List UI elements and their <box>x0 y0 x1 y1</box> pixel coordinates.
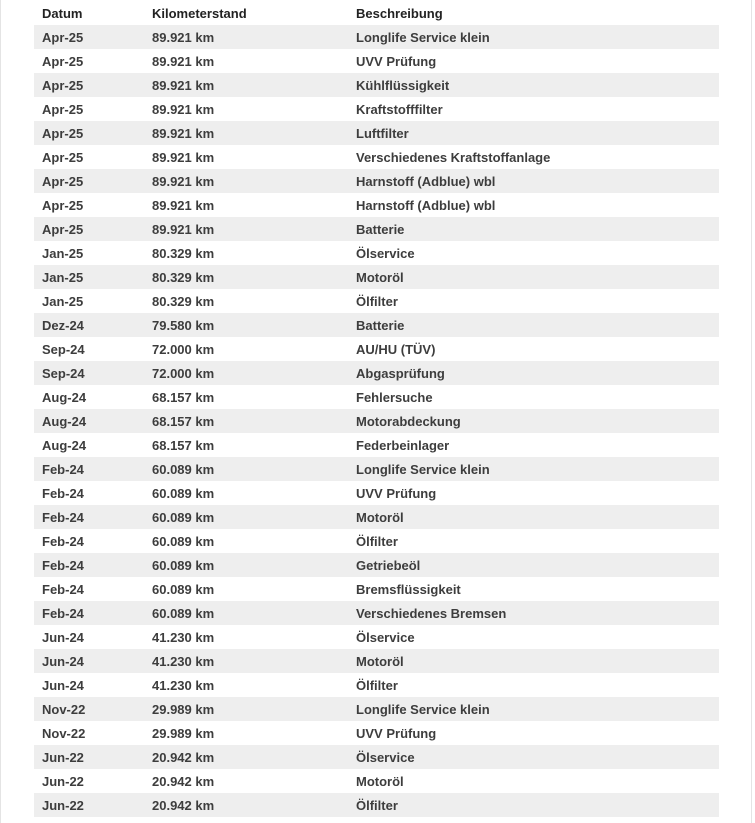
cell-beschreibung: Getriebeöl <box>348 553 719 577</box>
cell-datum: Feb-24 <box>34 601 144 625</box>
table-row <box>34 745 719 769</box>
cell-datum: Feb-24 <box>34 481 144 505</box>
cell-kilometerstand: 89.921 km <box>144 121 348 145</box>
cell-datum: Nov-22 <box>34 697 144 721</box>
cell-datum: Aug-24 <box>34 409 144 433</box>
table-row <box>34 625 719 649</box>
table-row <box>34 385 719 409</box>
table-row <box>34 673 719 697</box>
table-row <box>34 145 719 169</box>
cell-datum: Feb-24 <box>34 577 144 601</box>
cell-kilometerstand: 89.921 km <box>144 25 348 49</box>
table-row <box>34 721 719 745</box>
cell-datum: Nov-22 <box>34 721 144 745</box>
cell-beschreibung: Ölfilter <box>348 793 719 817</box>
table-row <box>34 649 719 673</box>
cell-datum: Jun-22 <box>34 769 144 793</box>
cell-beschreibung: Luftfilter <box>348 121 719 145</box>
cell-kilometerstand: 20.942 km <box>144 769 348 793</box>
cell-datum: Feb-24 <box>34 457 144 481</box>
cell-kilometerstand: 89.921 km <box>144 73 348 97</box>
cell-kilometerstand: 80.329 km <box>144 289 348 313</box>
cell-datum: Sep-24 <box>34 337 144 361</box>
cell-beschreibung: Kraftstofffilter <box>348 97 719 121</box>
cell-beschreibung: Federbeinlager <box>348 433 719 457</box>
table-row <box>34 505 719 529</box>
cell-beschreibung: Longlife Service klein <box>348 25 719 49</box>
table-row <box>34 49 719 73</box>
table-row <box>34 337 719 361</box>
cell-datum: Aug-24 <box>34 385 144 409</box>
header-kilometerstand: Kilometerstand <box>152 5 247 21</box>
cell-beschreibung: Ölservice <box>348 625 719 649</box>
cell-kilometerstand: 80.329 km <box>144 241 348 265</box>
cell-beschreibung: Motorabdeckung <box>348 409 719 433</box>
cell-beschreibung: Abgasprüfung <box>348 361 719 385</box>
cell-beschreibung: Ölfilter <box>348 289 719 313</box>
cell-datum: Apr-25 <box>34 121 144 145</box>
cell-beschreibung: UVV Prüfung <box>348 481 719 505</box>
cell-beschreibung: Ölfilter <box>348 673 719 697</box>
cell-kilometerstand: 60.089 km <box>144 601 348 625</box>
cell-datum: Feb-24 <box>34 529 144 553</box>
cell-datum: Jan-25 <box>34 241 144 265</box>
cell-kilometerstand: 89.921 km <box>144 193 348 217</box>
table-row <box>34 313 719 337</box>
cell-datum: Jun-24 <box>34 625 144 649</box>
header-beschreibung: Beschreibung <box>356 5 443 21</box>
cell-beschreibung: Motoröl <box>348 505 719 529</box>
cell-beschreibung: UVV Prüfung <box>348 721 719 745</box>
cell-datum: Jun-24 <box>34 673 144 697</box>
cell-datum: Apr-25 <box>34 49 144 73</box>
cell-kilometerstand: 60.089 km <box>144 577 348 601</box>
cell-beschreibung: Motoröl <box>348 769 719 793</box>
cell-datum: Sep-24 <box>34 361 144 385</box>
cell-kilometerstand: 20.942 km <box>144 745 348 769</box>
cell-beschreibung: AU/HU (TÜV) <box>348 337 719 361</box>
cell-kilometerstand: 68.157 km <box>144 409 348 433</box>
table-row <box>34 193 719 217</box>
cell-kilometerstand: 29.989 km <box>144 721 348 745</box>
table-row <box>34 97 719 121</box>
service-history-table <box>34 1 719 817</box>
table-row <box>34 409 719 433</box>
table-row <box>34 217 719 241</box>
cell-kilometerstand: 89.921 km <box>144 217 348 241</box>
cell-datum: Jun-24 <box>34 649 144 673</box>
cell-beschreibung: Longlife Service klein <box>348 457 719 481</box>
table-row <box>34 793 719 817</box>
cell-beschreibung: Verschiedenes Bremsen <box>348 601 719 625</box>
cell-kilometerstand: 60.089 km <box>144 481 348 505</box>
table-row <box>34 265 719 289</box>
cell-kilometerstand: 60.089 km <box>144 529 348 553</box>
table-row <box>34 769 719 793</box>
cell-beschreibung: Fehlersuche <box>348 385 719 409</box>
cell-datum: Feb-24 <box>34 553 144 577</box>
cell-datum: Aug-24 <box>34 433 144 457</box>
cell-beschreibung: Kühlflüssigkeit <box>348 73 719 97</box>
cell-datum: Jan-25 <box>34 265 144 289</box>
table-row <box>34 433 719 457</box>
cell-kilometerstand: 79.580 km <box>144 313 348 337</box>
cell-kilometerstand: 89.921 km <box>144 169 348 193</box>
table-row <box>34 697 719 721</box>
cell-datum: Jun-22 <box>34 793 144 817</box>
table-row <box>34 577 719 601</box>
cell-kilometerstand: 89.921 km <box>144 97 348 121</box>
cell-kilometerstand: 68.157 km <box>144 433 348 457</box>
table-row <box>34 73 719 97</box>
cell-beschreibung: Verschiedenes Kraftstoffanlage <box>348 145 719 169</box>
header-datum: Datum <box>42 5 83 21</box>
table-row <box>34 361 719 385</box>
cell-kilometerstand: 80.329 km <box>144 265 348 289</box>
table-row <box>34 457 719 481</box>
cell-datum: Apr-25 <box>34 145 144 169</box>
cell-beschreibung: Harnstoff (Adblue) wbl <box>348 169 719 193</box>
table-row <box>34 241 719 265</box>
cell-datum: Feb-24 <box>34 505 144 529</box>
cell-beschreibung: Ölservice <box>348 745 719 769</box>
cell-kilometerstand: 29.989 km <box>144 697 348 721</box>
table-row <box>34 601 719 625</box>
cell-beschreibung: Ölservice <box>348 241 719 265</box>
cell-beschreibung: Ölfilter <box>348 529 719 553</box>
cell-beschreibung: Batterie <box>348 217 719 241</box>
cell-datum: Apr-25 <box>34 25 144 49</box>
cell-kilometerstand: 60.089 km <box>144 553 348 577</box>
table-row <box>34 169 719 193</box>
cell-datum: Apr-25 <box>34 169 144 193</box>
cell-kilometerstand: 41.230 km <box>144 673 348 697</box>
cell-datum: Apr-25 <box>34 73 144 97</box>
table-row <box>34 481 719 505</box>
cell-beschreibung: UVV Prüfung <box>348 49 719 73</box>
table-row <box>34 529 719 553</box>
cell-datum: Apr-25 <box>34 193 144 217</box>
cell-datum: Apr-25 <box>34 217 144 241</box>
cell-kilometerstand: 72.000 km <box>144 337 348 361</box>
cell-beschreibung: Longlife Service klein <box>348 697 719 721</box>
table-row <box>34 553 719 577</box>
table-row <box>34 25 719 49</box>
cell-kilometerstand: 89.921 km <box>144 49 348 73</box>
cell-datum: Jun-22 <box>34 745 144 769</box>
cell-kilometerstand: 60.089 km <box>144 457 348 481</box>
table-row <box>34 289 719 313</box>
cell-datum: Apr-25 <box>34 97 144 121</box>
table-header-row <box>34 1 719 25</box>
cell-kilometerstand: 20.942 km <box>144 793 348 817</box>
cell-beschreibung: Bremsflüssigkeit <box>348 577 719 601</box>
cell-beschreibung: Motoröl <box>348 265 719 289</box>
cell-beschreibung: Motoröl <box>348 649 719 673</box>
table-row <box>34 121 719 145</box>
cell-datum: Dez-24 <box>34 313 144 337</box>
cell-kilometerstand: 60.089 km <box>144 505 348 529</box>
cell-kilometerstand: 41.230 km <box>144 625 348 649</box>
cell-kilometerstand: 68.157 km <box>144 385 348 409</box>
cell-kilometerstand: 72.000 km <box>144 361 348 385</box>
cell-datum: Jan-25 <box>34 289 144 313</box>
cell-beschreibung: Harnstoff (Adblue) wbl <box>348 193 719 217</box>
cell-kilometerstand: 89.921 km <box>144 145 348 169</box>
cell-beschreibung: Batterie <box>348 313 719 337</box>
cell-kilometerstand: 41.230 km <box>144 649 348 673</box>
